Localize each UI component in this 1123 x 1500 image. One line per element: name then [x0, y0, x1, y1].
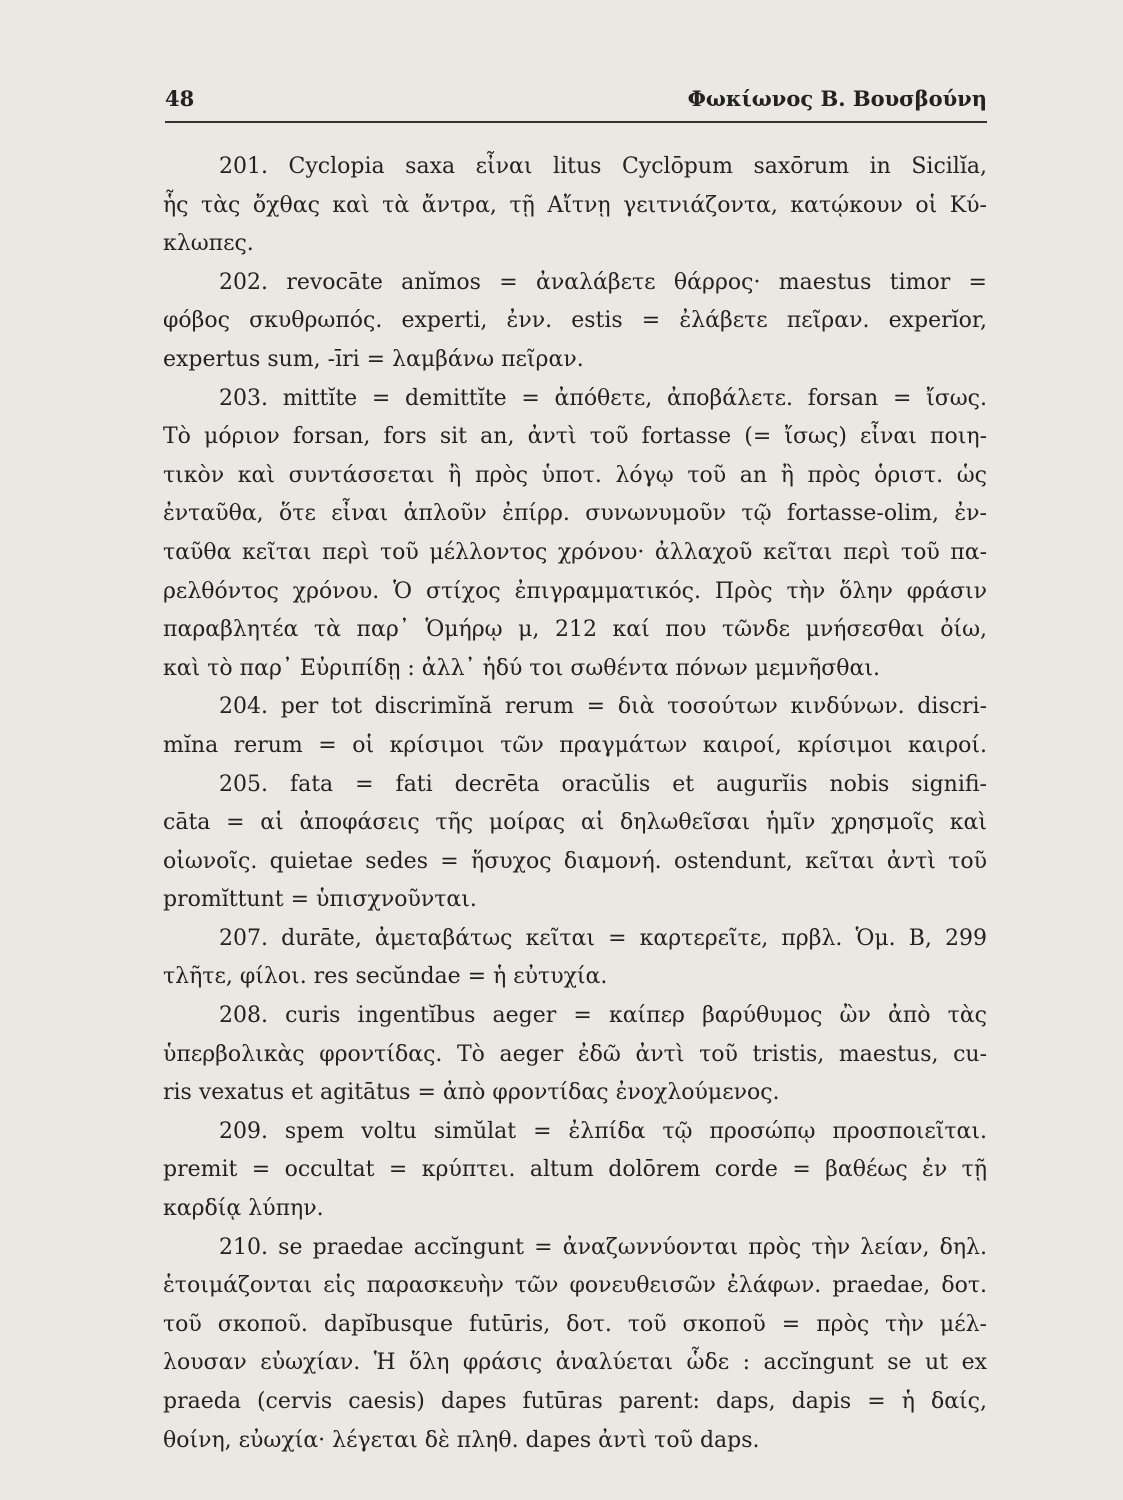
text-line: praeda (cervis caesis) dapes futūras parent: daps, dapis = ἡ δαίς, [163, 1389, 987, 1414]
text-line: ris vexatus et agitātus = ἀπὸ φροντίδας ἐνοχλούμενος. [163, 1080, 780, 1106]
text-line: promĭttunt = ὑπισχνοῦνται. [163, 887, 477, 913]
text-line: 207. durāte, ἀμεταβάτως κεῖται = καρτερεῖτε, πρβλ. Ὁμ. Β, 299 [219, 925, 987, 951]
text-line: κλωπες. [163, 231, 254, 257]
text-line: 210. se praedae accĭngunt = ἀναζωννύονται πρὸς τὴν λείαν, δηλ. [219, 1234, 987, 1260]
text-line: ἧς τὰς ὄχθας καὶ τὰ ἄντρα, τῇ Αἴτνῃ γειτνιάζοντα, κατῴκουν οἱ Κύ- [163, 192, 987, 218]
text-line: cāta = αἱ ἀποφάσεις τῆς μοίρας αἱ δηλωθεῖσαι ἡμῖν χρησμοῖς καὶ [163, 810, 987, 836]
text-line: ἐνταῦθα, ὅτε εἶναι ἁπλοῦν ἐπίρρ. συνωνυμοῦν τῷ fortasse-olim, ἐν- [163, 501, 987, 527]
text-line: mĭna rerum = οἱ κρίσιμοι τῶν πραγμάτων καιροί, κρίσιμοι καιροί. [163, 732, 987, 758]
text-line: 209. spem voltu simŭlat = ἐλπίδα τῷ προσώπῳ προσποιεῖται. [219, 1118, 987, 1144]
text-line: τικὸν καὶ συντάσσεται ἢ πρὸς ὑποτ. λόγῳ τοῦ an ἢ πρὸς ὁριστ. ὡς [163, 462, 987, 488]
text-line: τοῦ σκοποῦ. dapĭbusque futūris, δοτ. τοῦ σκοποῦ = πρὸς τὴν μέλ- [163, 1311, 987, 1337]
text-line: 204. per tot discrimĭnă rerum = διὰ τοσούτων κινδύνων. discri- [219, 694, 987, 720]
page-number: 48 [165, 86, 195, 111]
text-line: 205. fata = fati decrēta oracŭlis et augurĭis nobis signifi- [219, 771, 987, 797]
text-line: 203. mittĭte = demittĭte = ἀπόθετε, ἀποβάλετε. forsan = ἴσως. [219, 385, 987, 411]
text-line: οἰωνοῖς. quietae sedes = ἥσυχος διαμονή. ostendunt, κεῖται ἀντὶ τοῦ [163, 848, 987, 874]
text-line: Τὸ μόριον forsan, fors sit an, ἀντὶ τοῦ fortasse (= ἴσως) εἶναι ποιη- [163, 424, 987, 450]
text-line: 201. Cyclopia saxa εἶναι litus Cyclōpum saxōrum in Sicilĭa, [219, 154, 987, 179]
text-line: φόβος σκυθρωπός. experti, ἐνν. estis = ἐλάβετε πεῖραν. experĭor, [163, 308, 987, 334]
text-line: θοίνη, εὐωχία· λέγεται δὲ πληθ. dapes ἀντὶ τοῦ daps. [163, 1427, 760, 1453]
text-line: 208. curis ingentĭbus aeger = καίπερ βαρύθυμος ὢν ἀπὸ τὰς [219, 1003, 987, 1029]
text-line: ταῦθα κεῖται περὶ τοῦ μέλλοντος χρόνου· ἀλλαχοῦ κεῖται περὶ τοῦ πα- [163, 539, 987, 565]
text-line: 202. revocāte anĭmos = ἀναλάβετε θάρρος· maestus timor = [219, 269, 987, 295]
commentary-body [163, 148, 987, 1460]
page-header [165, 82, 987, 116]
text-line: καρδίᾳ λύπην. [163, 1196, 324, 1222]
text-line: ἑτοιμάζονται εἰς παρασκευὴν τῶν φονευθεισῶν ἐλάφων. praedae, δοτ. [163, 1273, 987, 1299]
text-line: ρελθόντος χρόνου. Ὁ στίχος ἐπιγραμματικός. Πρὸς τὴν ὅλην φράσιν [163, 578, 987, 604]
running-head: Φωκίωνος Β. Βουσβούνη [687, 86, 987, 111]
text-line: καὶ τὸ παρ᾽ Εὐριπίδῃ : ἀλλ᾽ ἡδύ τοι σωθέντα πόνων μεμνῆσθαι. [163, 655, 881, 681]
text-line: τλῆτε, φίλοι. res secŭndae = ἡ εὐτυχία. [163, 964, 608, 990]
text-line: expertus sum, -īri = λαμβάνω πεῖραν. [163, 346, 584, 372]
text-line: premit = occultat = κρύπτει. altum dolōrem corde = βαθέως ἐν τῇ [163, 1157, 987, 1183]
header-rule [165, 121, 987, 123]
text-line: παραβλητέα τὰ παρ᾽ Ὁμήρῳ μ, 212 καί που τῶνδε μνήσεσθαι ὀίω, [163, 617, 987, 643]
text-line: ὑπερβολικὰς φροντίδας. Τὸ aeger ἐδῶ ἀντὶ τοῦ tristis, maestus, cu- [163, 1041, 987, 1067]
text-line: λουσαν εὐωχίαν. Ἡ ὅλη φράσις ἀναλύεται ὧδε : accĭngunt se ut ex [163, 1350, 987, 1376]
